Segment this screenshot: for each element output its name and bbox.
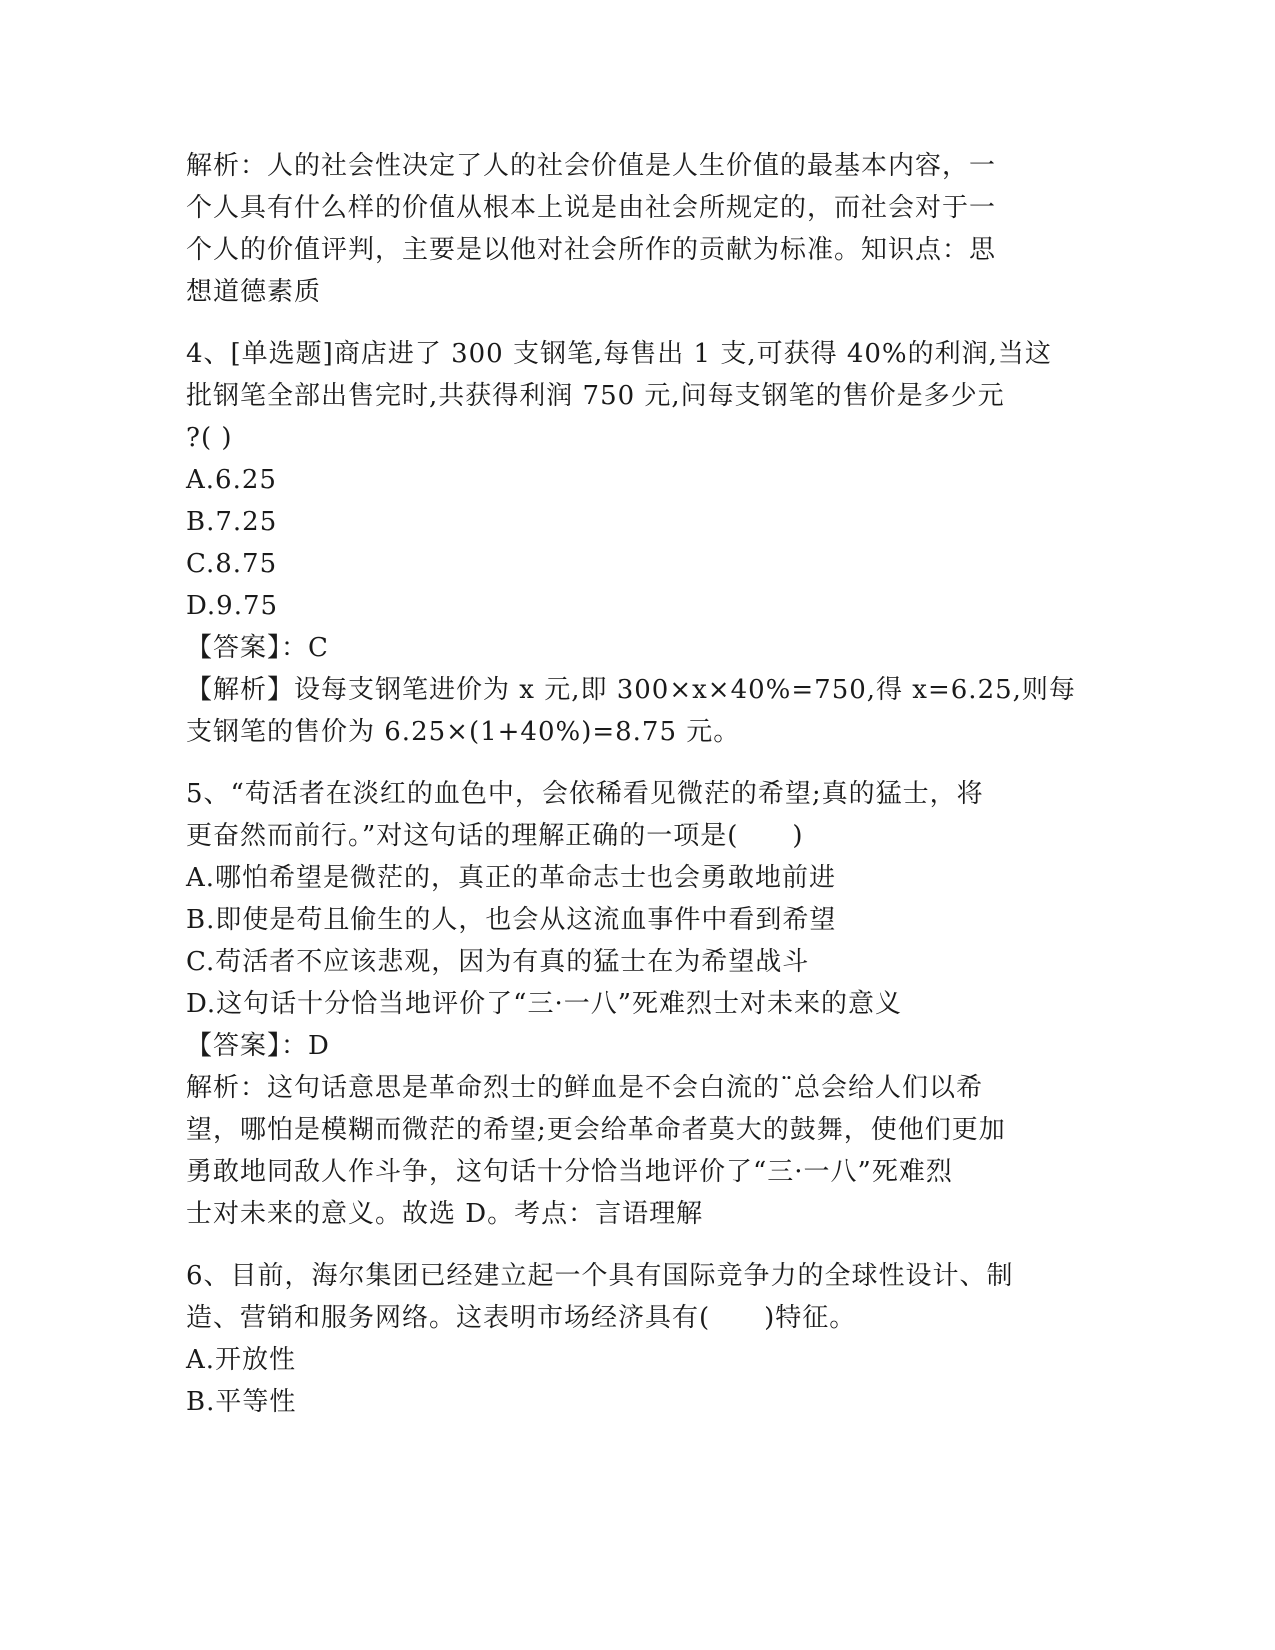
explanation-line: 勇敢地同敌人作斗争，这句话十分恰当地评价了“三·一八”死难烈 bbox=[186, 1157, 953, 1187]
question-stem-line: 批钢笔全部出售完时,共获得利润 750 元,问每支钢笔的售价是多少元 bbox=[186, 381, 1005, 411]
explanation-line: 【解析】设每支钢笔进价为 x 元,即 300×x×40%=750,得 x=6.25,则每 bbox=[186, 675, 1076, 705]
option-b: B.即使是苟且偷生的人，也会从这流血事件中看到希望 bbox=[186, 905, 837, 935]
question-5 bbox=[186, 773, 1081, 1235]
explanation-line: 想道德素质 bbox=[186, 277, 322, 307]
question-stem-line: ?( ) bbox=[186, 423, 233, 453]
explanation-line: 支钢笔的售价为 6.25×(1+40%)=8.75 元。 bbox=[186, 717, 741, 747]
answer-line: 【答案】：C bbox=[186, 633, 329, 663]
question-6 bbox=[186, 1255, 1081, 1423]
option-b: B.平等性 bbox=[186, 1387, 297, 1417]
question-stem-line: 6、目前，海尔集团已经建立起一个具有国际竞争力的全球性设计、制 bbox=[186, 1261, 1014, 1291]
document-page bbox=[186, 145, 1081, 1443]
option-a: A.6.25 bbox=[186, 465, 277, 495]
question-stem-line: 5、“苟活者在淡红的血色中，会依稀看见微茫的希望;真的猛士，将 bbox=[186, 779, 984, 809]
explanation-line: 士对未来的意义。故选 D。考点：言语理解 bbox=[186, 1199, 704, 1229]
option-c: C.8.75 bbox=[186, 549, 278, 579]
explanation-line: 解析：这句话意思是革命烈士的鲜血是不会白流的¨总会给人们以希 bbox=[186, 1073, 984, 1103]
option-d: D.这句话十分恰当地评价了“三·一八”死难烈士对未来的意义 bbox=[186, 989, 903, 1019]
answer-line: 【答案】：D bbox=[186, 1031, 330, 1061]
option-d: D.9.75 bbox=[186, 591, 279, 621]
option-a: A.哪怕希望是微茫的，真正的革命志士也会勇敢地前进 bbox=[186, 863, 837, 893]
question-4 bbox=[186, 333, 1081, 753]
explanation-line: 个人的价值评判，主要是以他对社会所作的贡献为标准。知识点：思 bbox=[186, 235, 997, 265]
explanation-line: 解析：人的社会性决定了人的社会价值是人生价值的最基本内容，一 bbox=[186, 151, 997, 181]
option-a: A.开放性 bbox=[186, 1345, 297, 1375]
question-stem-line: 更奋然而前行。”对这句话的理解正确的一项是( ) bbox=[186, 821, 804, 851]
option-b: B.7.25 bbox=[186, 507, 278, 537]
question-stem-line: 造、营销和服务网络。这表明市场经济具有( )特征。 bbox=[186, 1303, 857, 1333]
question-stem-line: 4、[单选题]商店进了 300 支钢笔,每售出 1 支,可获得 40%的利润,当这 bbox=[186, 339, 1052, 369]
explanation-line: 个人具有什么样的价值从根本上说是由社会所规定的，而社会对于一 bbox=[186, 193, 997, 223]
explanation-line: 望，哪怕是模糊而微茫的希望;更会给革命者莫大的鼓舞，使他们更加 bbox=[186, 1115, 1006, 1145]
explanation-q3 bbox=[186, 145, 1081, 313]
option-c: C.苟活者不应该悲观，因为有真的猛士在为希望战斗 bbox=[186, 947, 810, 977]
